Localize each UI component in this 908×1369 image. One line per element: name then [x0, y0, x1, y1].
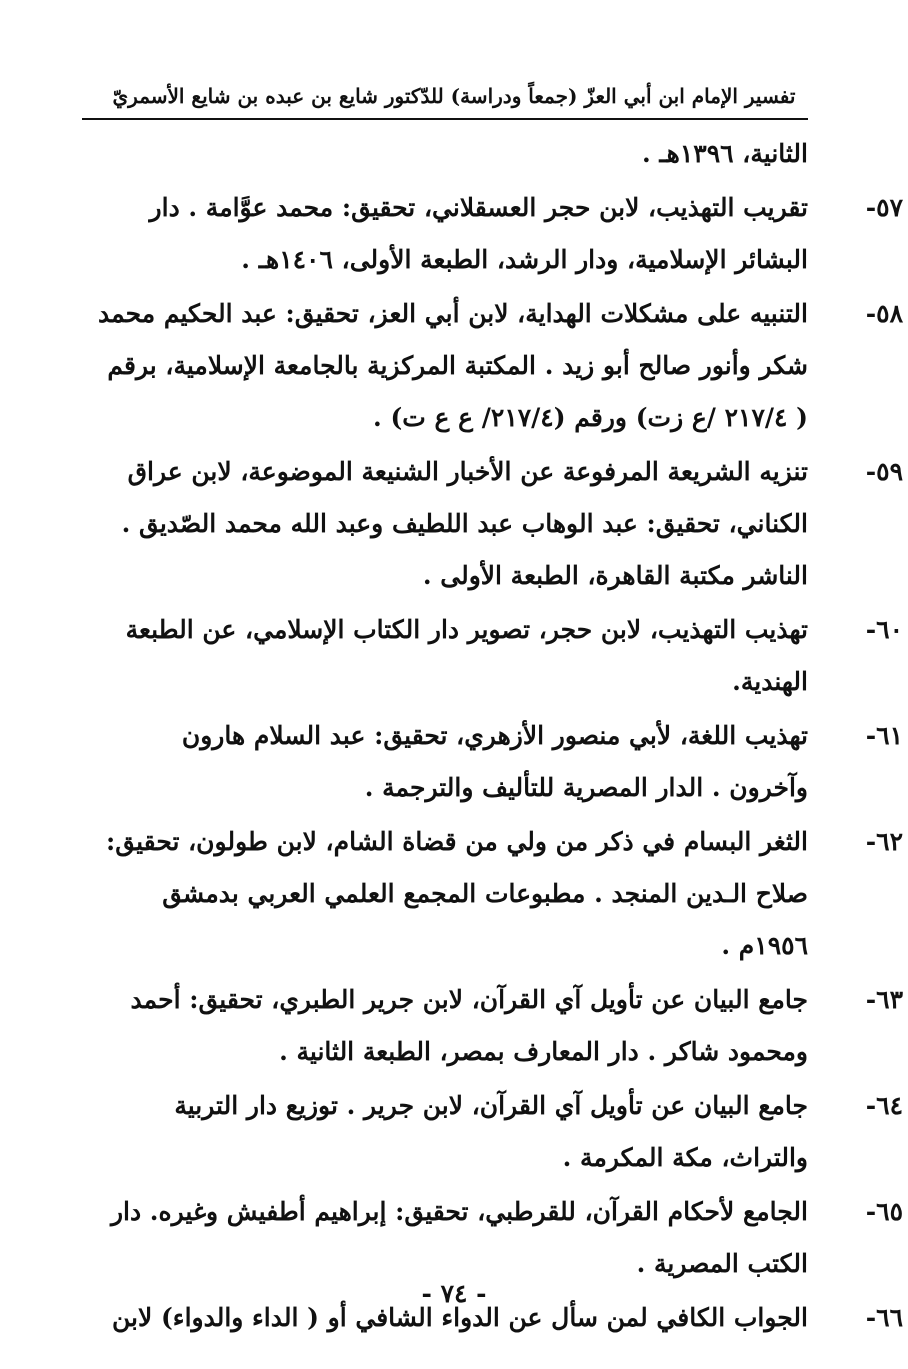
- entry-line: تهذيب التهذيب، لابن حجر، تصوير دار الكتاب الإسلامي، عن الطبعة: [125, 615, 808, 644]
- entry-number: ٦٤-: [865, 1091, 903, 1120]
- entry-line: الكتب المصرية .: [636, 1249, 808, 1278]
- entry-line: تقريب التهذيب، لابن حجر العسقلاني، تحقيق: محمد عوَّامة . دار: [149, 193, 808, 222]
- entry-number: ٦١-: [865, 721, 903, 750]
- entry-line: التنبيه على مشكلات الهداية، لابن أبي العز، تحقيق: عبد الحكيم محمد: [98, 299, 808, 328]
- entry-60: [84, 604, 903, 708]
- entry-line: شكر وأنور صالح أبو زيد . المكتبة المركزية بالجامعة الإسلامية، برقم: [107, 351, 808, 380]
- entry-number: ٦٠-: [865, 615, 903, 644]
- entry-57: [84, 182, 903, 286]
- entry-line: الكناني، تحقيق: عبد الوهاب عبد اللطيف وعبد الله محمد الصّديق .: [121, 509, 808, 538]
- entry-line: تنزيه الشريعة المرفوعة عن الأخبار الشنيعة الموضوعة، لابن عراق: [127, 457, 808, 486]
- entry-number: ٥٧-: [865, 193, 903, 222]
- entry-58: [84, 288, 903, 444]
- entry-63: [84, 974, 903, 1078]
- entry-line: جامع البيان عن تأويل آي القرآن، لابن جرير الطبري، تحقيق: أحمد: [130, 985, 808, 1014]
- entry-62: [84, 816, 903, 972]
- entry-line: والتراث، مكة المكرمة .: [562, 1143, 808, 1172]
- entry-line: وآخرون . الدار المصرية للتأليف والترجمة .: [364, 773, 808, 802]
- entry-61: [84, 710, 903, 814]
- bibliography-list: [84, 128, 903, 1344]
- entry-line: الجامع لأحكام القرآن، للقرطبي، تحقيق: إبراهيم أطفيش وغيره. دار: [110, 1197, 808, 1226]
- entry-line: صلاح الـدين المنجد . مطبوعات المجمع العلمي العربي بدمشق: [162, 879, 808, 908]
- running-header: تفسير الإمام ابن أبي العزّ (جمعاً ودراسة) للدّكتور شايع بن عبده بن شايع الأسمريّ: [112, 84, 796, 108]
- entry-number: ٦٦-: [865, 1303, 903, 1332]
- entry-line: ١٩٥٦م .: [721, 931, 808, 960]
- entry-number: ٦٥-: [865, 1197, 903, 1226]
- entry-59: [84, 446, 903, 602]
- entry-line: الناشر مكتبة القاهرة، الطبعة الأولى .: [422, 561, 808, 590]
- entry-line: الجواب الكافي لمن سأل عن الدواء الشافي أو ( الداء والدواء) لابن: [112, 1303, 808, 1332]
- entry-64: [84, 1080, 903, 1184]
- header-rule: [82, 118, 808, 120]
- entry-number: ٥٨-: [865, 299, 903, 328]
- entry-number: ٥٩-: [865, 457, 903, 486]
- entry-number: ٦٣-: [865, 985, 903, 1014]
- continuation-line: الثانية، ١٣٩٦هـ .: [641, 139, 808, 168]
- entry-line: ( ٢١٧/٤ /ع زت) ورقم (٢١٧/٤/ ع ع ت) .: [373, 403, 808, 432]
- entry-line: ومحمود شاكر . دار المعارف بمصر، الطبعة الثانية .: [279, 1037, 808, 1066]
- entry-line: الهندية.: [732, 667, 808, 696]
- entry-line: جامع البيان عن تأويل آي القرآن، لابن جرير . توزيع دار التربية: [174, 1091, 808, 1120]
- entry-number: ٦٢-: [865, 827, 903, 856]
- entry-line: الثغر البسام في ذكر من ولي من قضاة الشام، لابن طولون، تحقيق:: [106, 827, 808, 856]
- entry-line: تهذيب اللغة، لأبي منصور الأزهري، تحقيق: عبد السلام هارون: [181, 721, 808, 750]
- entry-line: البشائر الإسلامية، ودار الرشد، الطبعة الأولى، ١٤٠٦هـ .: [241, 245, 808, 274]
- page-number: - ٧٤ -: [421, 1279, 487, 1308]
